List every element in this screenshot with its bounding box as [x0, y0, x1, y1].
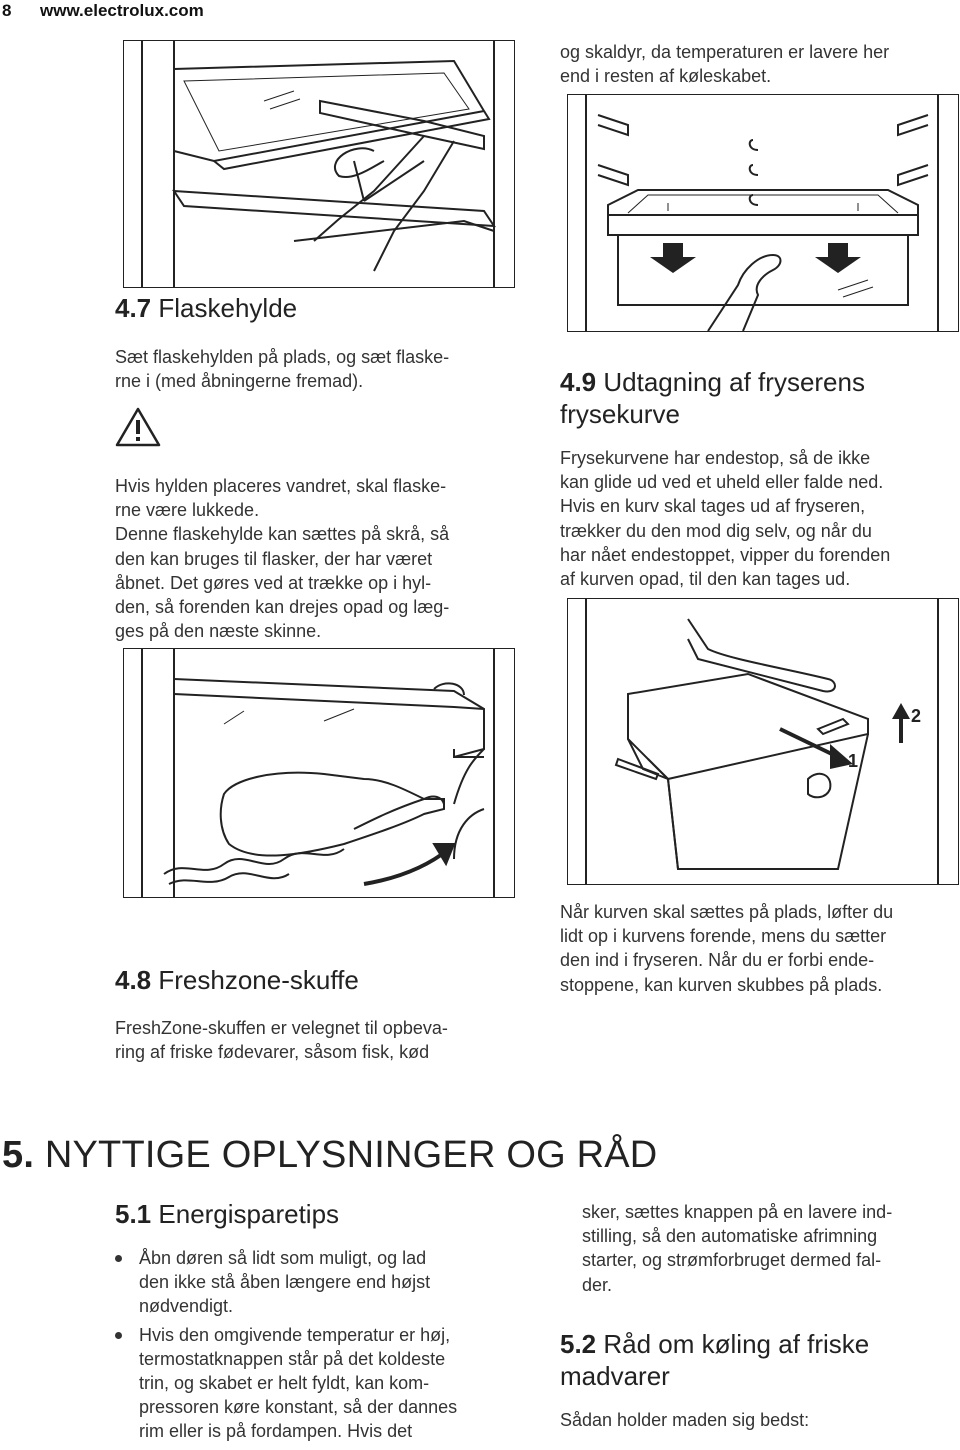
section-4-7-text-2: Hvis hylden placeres vandret, skal flaske- rne være lukkede. Denne flaskehylde kan sættes på skrå, så den kan bruges til flasker, der har været åbnet. Det gøres ved at trække op i hyl- den, så forenden kan drejes opad og læg- ges på den næste skinne.	[115, 476, 450, 642]
section-4-7-heading: 4.7 Flaskehylde	[115, 293, 298, 323]
section-5-1-text-continued: sker, sættes knappen på en lavere ind- stilling, så den automatiske afrimning starter, og strømforbruget dermed fal- der.	[582, 1202, 893, 1295]
bullet-icon	[115, 1255, 122, 1262]
section-4-7-title: Flaskehylde	[158, 293, 298, 323]
section-5-2-title: Råd om køling af friske madvarer	[560, 1329, 870, 1391]
section-4-9-text-2: Når kurven skal sættes på plads, løfter du lidt op i kurvens forende, mens du sætter den ind i fryseren. Når du er forbi ende- stoppene, kan kurven skubbes på plads.	[560, 902, 894, 995]
section-4-8-text-continued: og skaldyr, da temperaturen er lavere her end i resten af køleskabet.	[560, 42, 890, 87]
chapter-5-heading: 5. NYTTIGE OPLYSNINGER OG RÅD	[2, 1134, 658, 1176]
warning-triangle-icon	[115, 407, 161, 447]
section-4-9-title: Udtagning af fryserens frysekurve	[560, 367, 865, 429]
energy-tips-list	[115, 1246, 535, 1448]
figure-label-1: 1	[848, 751, 859, 771]
section-5-2-heading: 5.2 Råd om køling af friske madvarer	[560, 1329, 870, 1391]
section-4-9-heading: 4.9 Udtagning af fryserens frysekurve	[560, 367, 865, 429]
website-url: www.electrolux.com	[40, 1, 204, 20]
section-5-1-heading: 5.1 Energisparetips	[115, 1199, 340, 1229]
bottle-shelf-illustration	[123, 648, 515, 898]
freezer-basket-illustration	[567, 598, 959, 885]
section-4-8-text: FreshZone-skuffen er velegnet til opbeva- ring af friske fødevarer, såsom fisk, kød	[115, 1018, 448, 1063]
section-4-8-heading: 4.8 Freshzone-skuffe	[115, 965, 359, 995]
section-5-1-title: Energisparetips	[158, 1199, 340, 1229]
bullet-icon	[115, 1332, 122, 1339]
section-4-9-text-1: Frysekurvene har endestop, så de ikke kan glide ud ved et uheld eller falde ned. Hvis en kurv skal tages ud af fryseren, trækker du den mod dig selv, og når du har nået endestoppet, vipper du forenden af kurven opad, til den kan tages ud.	[560, 448, 891, 590]
shelf-insert-illustration	[123, 40, 515, 288]
list-item: Hvis den omgivende temperatur er høj, termostatknappen står på det koldeste trin, og skabet er helt fyldt, kan kom- pressoren køre konstant, så der dannes rim eller is på fordampen. Hvis det	[115, 1323, 535, 1444]
page-number: 8	[2, 1, 12, 20]
section-4-7-text-1: Sæt flaskehylden på plads, og sæt flaske- rne i (med åbningerne fremad).	[115, 347, 450, 392]
figure-label-2: 2	[911, 706, 922, 726]
chapter-5-title: NYTTIGE OPLYSNINGER OG RÅD	[44, 1134, 658, 1176]
freshzone-drawer-illustration	[567, 94, 959, 332]
list-item: Åbn døren så lidt som muligt, og lad den ikke stå åben længere end højst nødvendigt.	[115, 1246, 535, 1319]
section-4-8-title: Freshzone-skuffe	[158, 965, 359, 995]
section-5-2-text: Sådan holder maden sig bedst:	[560, 1410, 810, 1430]
